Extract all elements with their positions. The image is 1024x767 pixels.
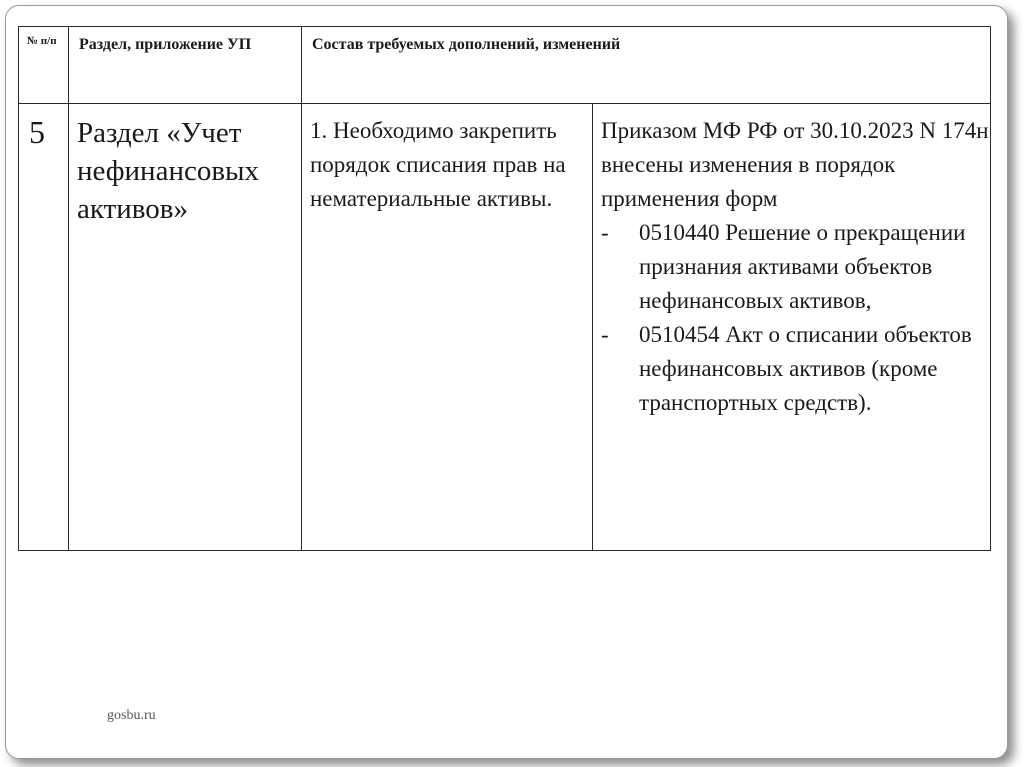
form-item-text: 0510440 Решение о прекращении признания активами объектов нефинансовых активов, [639, 220, 966, 313]
row-num-cell [19, 104, 69, 551]
forms-list [601, 216, 990, 420]
form-item-text: 0510454 Акт о списании объектов нефинансовых активов (кроме транспортных средств). [639, 322, 972, 415]
list-item [601, 216, 990, 318]
table-header-row [19, 27, 991, 104]
header-num: № п/п [27, 35, 57, 47]
requirements-table [18, 26, 991, 551]
header-content: Состав требуемых дополнений, изменений [312, 36, 621, 53]
header-num-cell [19, 27, 69, 104]
row-requirement: 1. Необходимо закрепить порядок списания прав на нематериальные активы. [310, 118, 566, 211]
list-item [601, 318, 990, 420]
row-section: Раздел «Учет нефинансовых активов» [77, 117, 260, 225]
dash-bullet: - [601, 322, 609, 347]
row-basis-cell [593, 104, 991, 551]
header-content-cell [302, 27, 991, 104]
basis-intro: Приказом МФ РФ от 30.10.2023 N 174н внесены изменения в порядок применения форм [601, 118, 989, 211]
table-row [19, 104, 991, 551]
row-section-cell [69, 104, 302, 551]
header-section-cell [69, 27, 302, 104]
row-num: 5 [29, 114, 45, 150]
row-requirement-cell [302, 104, 593, 551]
row-basis [593, 104, 990, 420]
footer-source: gosbu.ru [107, 708, 156, 723]
header-section: Раздел, приложение УП [79, 36, 252, 53]
dash-bullet: - [601, 220, 609, 245]
